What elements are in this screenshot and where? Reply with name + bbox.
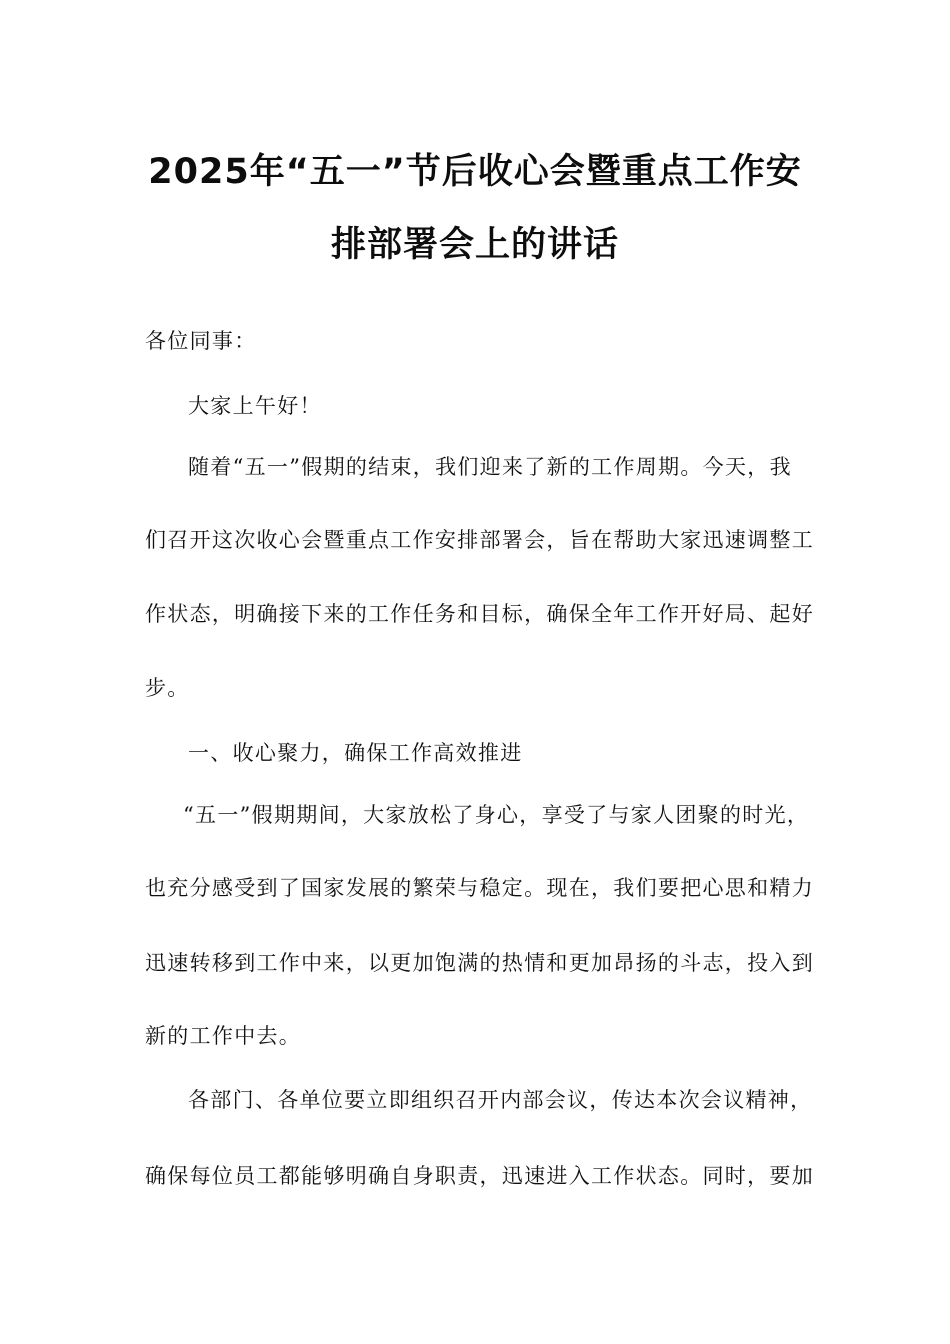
greeting: 大家上午好！ (188, 394, 322, 418)
document-title-line-1: 2025年“五一”节后收心会暨重点工作安 (148, 152, 802, 192)
paragraph-line: 随着“五一”假期的结束，我们迎来了新的工作周期。今天，我 (188, 455, 792, 479)
paragraph-line: 各部门、各单位要立即组织召开内部会议，传达本次会议精神， (188, 1088, 813, 1112)
paragraph-line: 迅速转移到工作中来，以更加饱满的热情和更加昂扬的斗志，投入到 (145, 951, 814, 975)
document-title-line-2: 排部署会上的讲话 (330, 225, 619, 265)
paragraph-line: 确保每位员工都能够明确自身职责，迅速进入工作状态。同时，要加 (145, 1164, 814, 1188)
paragraph-line: “五一”假期期间，大家放松了身心，享受了与家人团聚的时光， (183, 803, 810, 827)
salutation: 各位同事： (145, 329, 257, 353)
paragraph-line: 也充分感受到了国家发展的繁荣与稳定。现在，我们要把心思和精力 (145, 876, 814, 900)
paragraph-line: 作状态，明确接下来的工作任务和目标，确保全年工作开好局、起好 (145, 602, 814, 626)
paragraph-line: 步。 (145, 676, 190, 700)
section-heading: 一、收心聚力，确保工作高效推进 (188, 741, 523, 765)
paragraph-line: 们召开这次收心会暨重点工作安排部署会，旨在帮助大家迅速调整工 (145, 528, 814, 552)
paragraph-line: 新的工作中去。 (145, 1024, 302, 1048)
